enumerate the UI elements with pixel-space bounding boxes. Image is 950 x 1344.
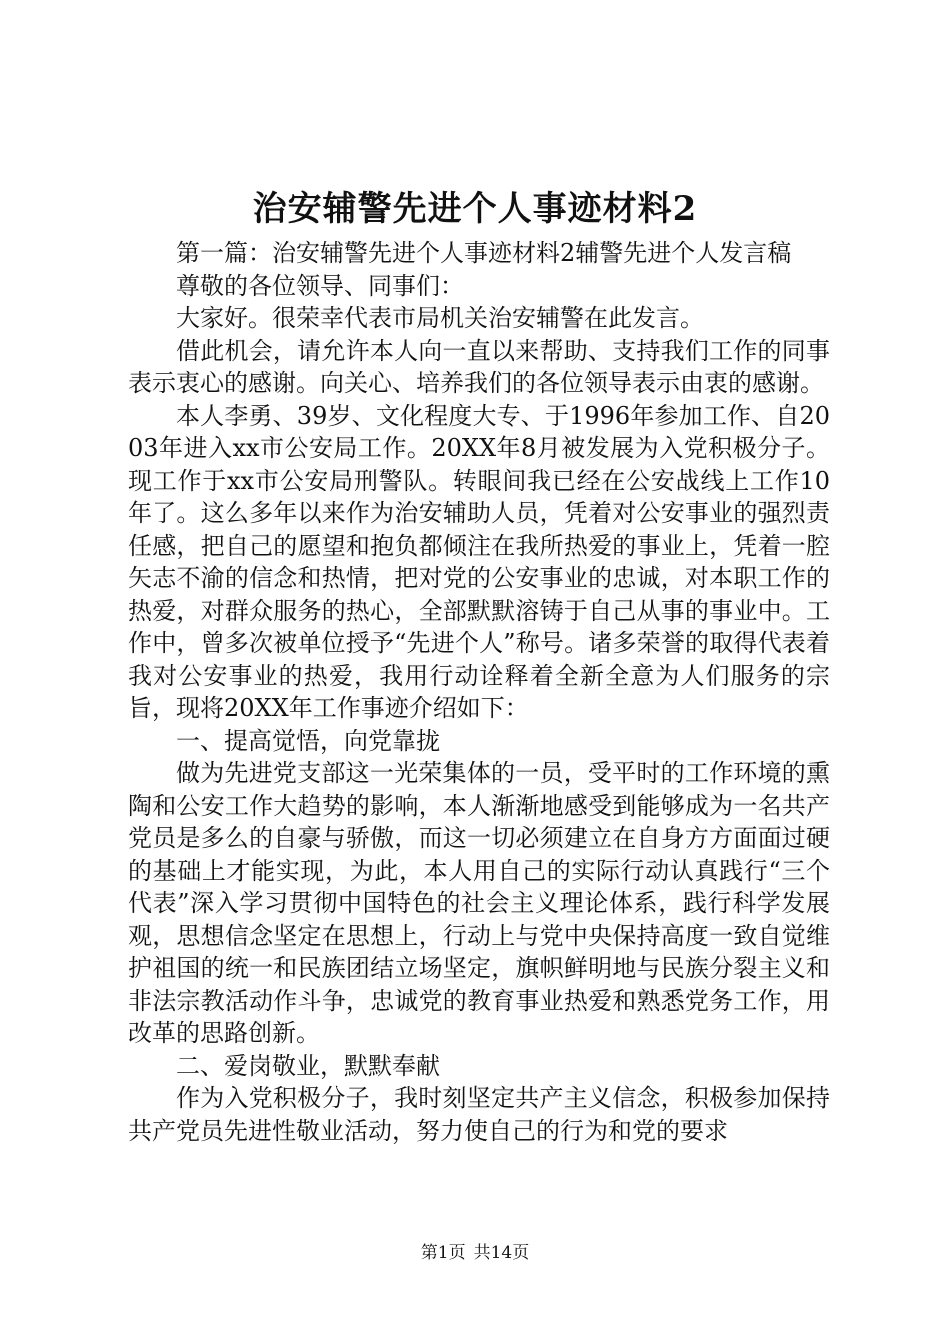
page-number: 第1页: [420, 1243, 466, 1263]
paragraph-heading: 第一篇：治安辅警先进个人事迹材料2辅警先进个人发言稿: [176, 239, 792, 267]
document-body: [128, 237, 830, 1147]
section-heading-1: 一、提高觉悟，向党靠拢: [176, 726, 440, 755]
page-total: 共14页: [473, 1243, 530, 1263]
paragraph-thanks: 借此机会，请允许本人向一直以来帮助、支持我们工作的同事表示衷心的感谢。向关心、培养我们的各位领导表示由衷的感谢。: [128, 336, 830, 397]
paragraph-section-1: 做为先进党支部这一光荣集体的一员，受平时的工作环境的熏陶和公安工作大趋势的影响，本人渐渐地感受到能够成为一名共产党员是多么的自豪与骄傲，而这一切必须建立在自身方方面面过硬的基础上才能实现，为此，本人用自己的实际行动认真践行“三个代表”深入学习贯彻中国特色的社会主义理论体系，践行科学发展观，思想信念坚定在思想上，行动上与党中央保持高度一致自觉维护祖国的统一和民族团结立场坚定，旗帜鲜明地与民族分裂主义和非法宗教活动作斗争，忠诚党的教育事业热爱和熟悉党务工作，用改革的思路创新。: [128, 759, 830, 1047]
section-heading-2: 二、爱岗敬业，默默奉献: [176, 1051, 440, 1080]
paragraph-greeting: 大家好。很荣幸代表市局机关治安辅警在此发言。: [176, 304, 704, 332]
document-title: 治安辅警先进个人事迹材料2: [252, 189, 698, 229]
paragraph-introduction: 本人李勇、39岁、文化程度大专、于1996年参加工作、自2003年进入xx市公安局工作。20XX年8月被发展为入党积极分子。现工作于xx市公安局刑警队。转眼间我已经在公安战线上工作10年了。这么多年以来作为治安辅助人员，凭着对公安事业的强烈责任感，把自己的愿望和抱负都倾注在我所热爱的事业上，凭着一腔矢志不渝的信念和热情，把对党的公安事业的忠诚，对本职工作的热爱，对群众服务的热心，全部默默溶铸于自己从事的事业中。工作中，曾多次被单位授予“先进个人”称号。诸多荣誉的取得代表着我对公安事业的热爱，我用行动诠释着全新全意为人们服务的宗旨，现将20XX年工作事迹介绍如下：: [128, 401, 830, 722]
paragraph-section-2: 作为入党积极分子，我时刻坚定共产主义信念，积极参加保持共产党员先进性敬业活动，努力使自己的行为和党的要求: [128, 1084, 830, 1145]
page-footer: [0, 1240, 950, 1266]
paragraph-salutation: 尊敬的各位领导、同事们：: [176, 271, 464, 300]
